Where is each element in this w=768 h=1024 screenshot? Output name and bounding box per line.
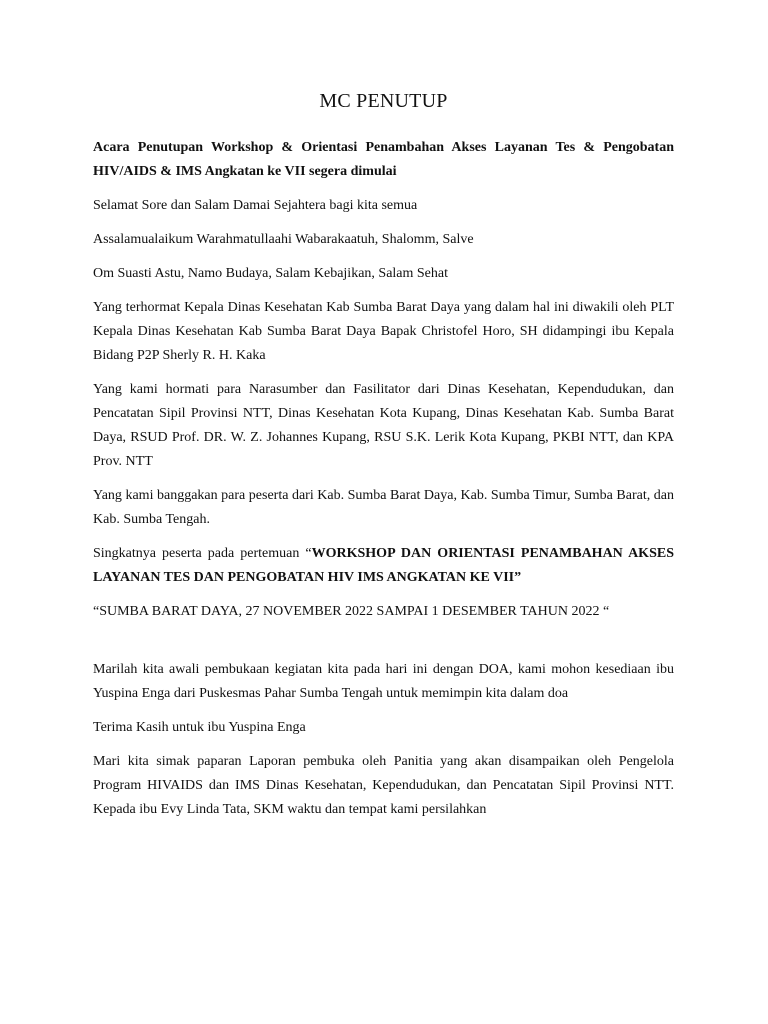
summary-event-name: WORKSHOP DAN ORIENTASI PENAMBAHAN AKSES LAYANAN TES DAN PENGOBATAN HIV IMS ANGKATAN KE VII” — [93, 546, 674, 585]
date-line: “SUMBA BARAT DAYA, 27 NOVEMBER 2022 SAMPAI 1 DESEMBER TAHUN 2022 “ — [93, 604, 610, 619]
page-title: MC PENUTUP — [319, 90, 448, 112]
greeting-paragraph: Om Suasti Astu, Namo Budaya, Salam Kebajikan, Salam Sehat — [93, 266, 449, 281]
summary-paragraph — [93, 542, 674, 590]
blank-line — [93, 634, 674, 658]
participants-paragraph: Yang kami banggakan para peserta dari Kab. Sumba Barat Daya, Kab. Sumba Timur, Sumba Barat, dan Kab. Sumba Tengah. — [93, 488, 674, 527]
prayer-paragraph: Marilah kita awali pembukaan kegiatan kita pada hari ini dengan DOA, kami mohon kesediaan ibu Yuspina Enga dari Puskesmas Pahar Sumba Tengah untuk memimpin kita dalam doa — [93, 662, 674, 701]
honored-guests-paragraph: Yang kami hormati para Narasumber dan Fasilitator dari Dinas Kesehatan, Kependudukan, dan Pencatatan Sipil Provinsi NTT, Dinas Kesehatan Kota Kupang, Dinas Kesehatan Kab. Sumba Barat Daya, RSUD Prof. DR. W. Z. Johannes Kupang, RSU S.K. Lerik Kota Kupang, PKBI NTT, dan KPA Prov. NTT — [93, 382, 674, 469]
greeting-paragraph: Selamat Sore dan Salam Damai Sejahtera bagi kita semua — [93, 198, 418, 213]
thanks-paragraph: Terima Kasih untuk ibu Yuspina Enga — [93, 720, 306, 735]
intro-paragraph: Acara Penutupan Workshop & Orientasi Penambahan Akses Layanan Tes & Pengobatan HIV/AIDS & IMS Angkatan ke VII segera dimulai — [93, 140, 674, 179]
report-paragraph: Mari kita simak paparan Laporan pembuka oleh Panitia yang akan disampaikan oleh Pengelola Program HIVAIDS dan IMS Dinas Kesehatan, Kependudukan, dan Pencatatan Sipil Provinsi NTT. Kepada ibu Evy Linda Tata, SKM waktu dan tempat kami persilahkan — [93, 754, 674, 817]
honored-guests-paragraph: Yang terhormat Kepala Dinas Kesehatan Kab Sumba Barat Daya yang dalam hal ini diwakili oleh PLT Kepala Dinas Kesehatan Kab Sumba Barat Daya Bapak Christofel Horo, SH didampingi ibu Kepala Bidang P2P Sherly R. H. Kaka — [93, 300, 674, 363]
summary-prefix: Singkatnya peserta pada pertemuan “ — [93, 546, 312, 561]
document-body — [93, 86, 674, 832]
greeting-paragraph: Assalamualaikum Warahmatullaahi Wabarakaatuh, Shalomm, Salve — [93, 232, 474, 247]
